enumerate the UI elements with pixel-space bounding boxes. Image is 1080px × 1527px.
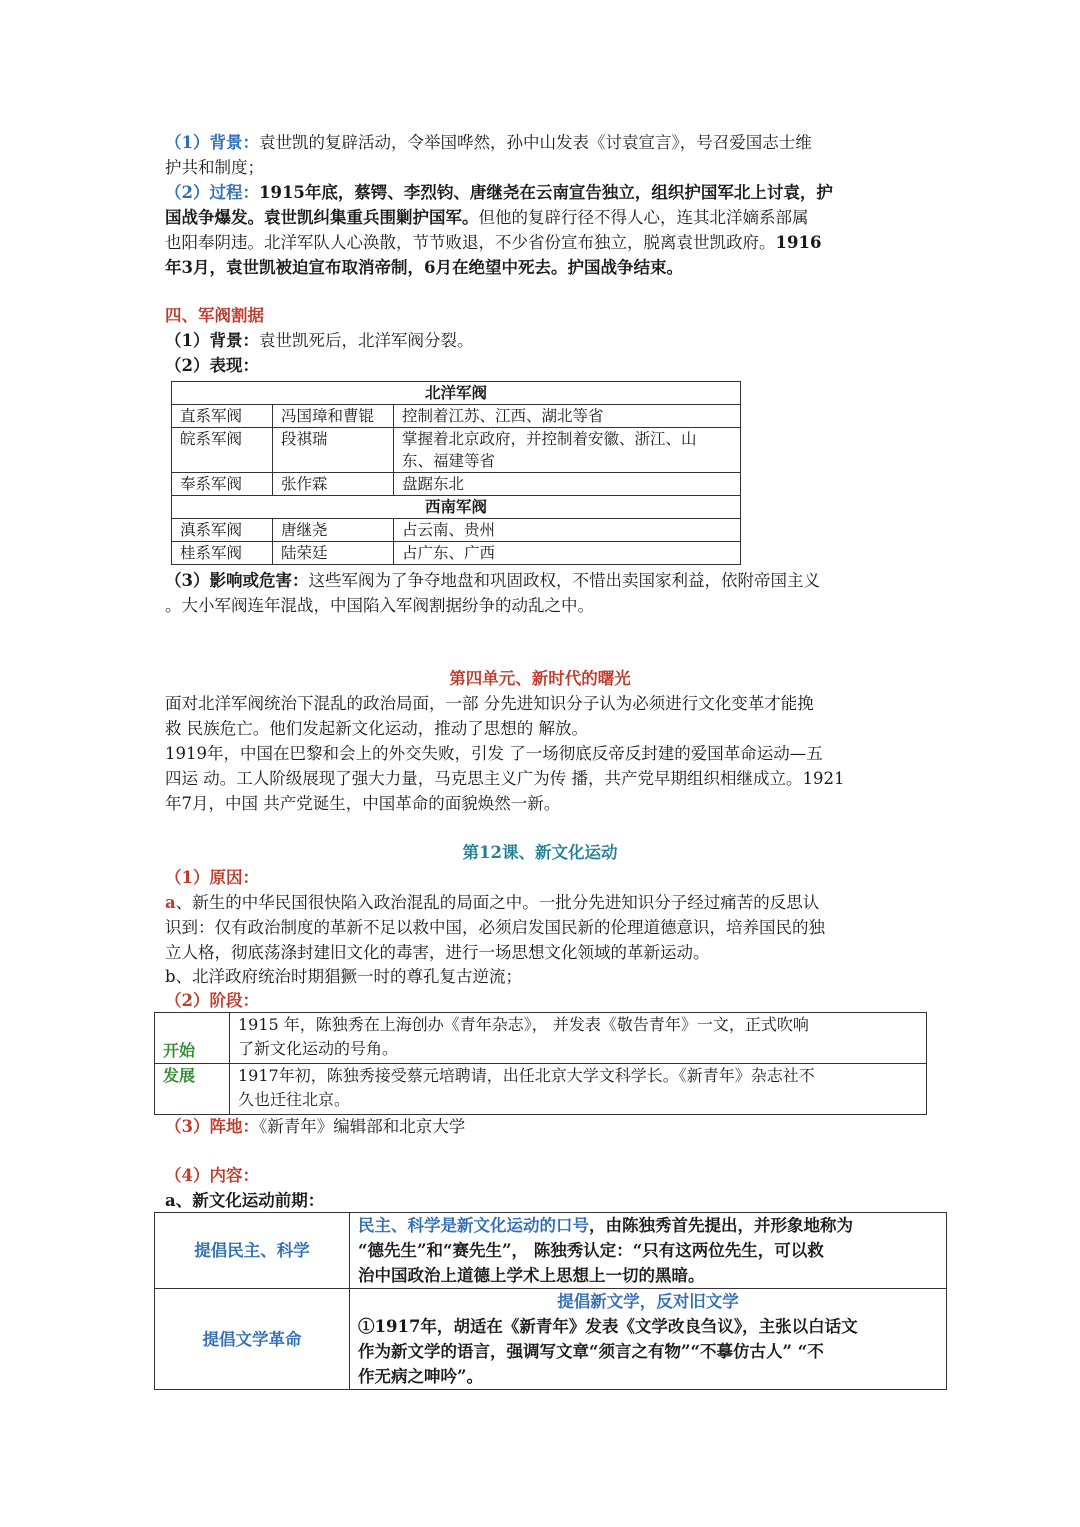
cause-a-line-3: 立人格，彻底荡涤封建旧文化的毒害，进行一场思想文化领域的革新运动。	[165, 943, 710, 962]
leader-cell: 唐继尧	[273, 519, 394, 542]
war-process-text-3a: 也阳奉阴违。北洋军队人心涣散，节节败退，不少省份宣布独立，脱离袁世凯政府。	[165, 233, 776, 252]
unit-intro-line: 救 民族危亡。他们发起新文化运动，推动了思想的 解放。	[165, 719, 588, 738]
south-header: 西南军阀	[172, 496, 741, 519]
cause-a-line	[165, 891, 925, 915]
war-background-label: （1）背景：	[165, 133, 259, 152]
unit-intro-line: 面对北洋军阀统治下混乱的政治局面，一部 分先进知识分子认为必须进行文化变革才能挽	[165, 694, 814, 713]
content-desc-line: 作为新文学的语言，强调写文章“须言之有物”“不摹仿古人” “不	[358, 1342, 824, 1361]
war-background-text: 袁世凯的复辟活动，令举国哗然，孙中山发表《讨袁宣言》，号召爱国志士维	[258, 133, 812, 152]
content-desc-line: 作无病之呻吟”。	[358, 1367, 483, 1386]
warlord-background-line	[165, 329, 925, 353]
leader-cell: 陆荣廷	[273, 542, 394, 565]
war-process-text-2a: 国战争爆发。袁世凯纠集重兵围剿护国军。	[165, 208, 479, 227]
warlord-background-text: 袁世凯死后，北洋军阀分裂。	[258, 331, 474, 350]
table-row	[155, 1013, 927, 1064]
table-row	[155, 1064, 927, 1115]
cause-a-line-2: 识到：仅有政治制度的革新不足以救中国，必须启发国民新的伦理道德意识，培养国民的独	[165, 918, 825, 937]
table-row	[172, 405, 741, 428]
war-process-text-4: 年3月，袁世凯被迫宣布取消帝制，6月在绝望中死去。护国战争结束。	[165, 258, 683, 277]
war-process-text-2b: 但他的复辟行径不得人心，连其北洋嫡系部属	[478, 208, 809, 227]
content-table	[154, 1212, 947, 1390]
faction-cell: 直系军阀	[172, 405, 273, 428]
faction-cell: 皖系军阀	[172, 428, 273, 473]
war-background-line	[165, 131, 925, 155]
faction-cell: 桂系军阀	[172, 542, 273, 565]
cause-b-line: b、北洋政府统治时期猖獗一时的尊孔复古逆流；	[165, 967, 523, 986]
war-process-text: 1915年底，蔡锷、李烈钧、唐继尧在云南宣告独立，组织护国军北上讨袁，护	[258, 183, 833, 202]
table-row	[172, 542, 741, 565]
war-process-line	[165, 181, 925, 205]
warlord-impact-line-2: 。大小军阀连年混战，中国陷入军阀割据纷争的动乱之中。	[165, 596, 594, 615]
stage-label: （2）阶段：	[165, 991, 259, 1010]
warlord-impact-text: 这些军阀为了争夺地盘和巩固政权，不惜出卖国家利益，依附帝国主义	[308, 571, 820, 590]
unit-intro-line: 四运 动。工人阶级展现了强大力量，马克思主义广为传 播，共产党早期组织相继成立。1921	[165, 769, 845, 788]
area-cell: 盘踞东北	[394, 473, 741, 496]
leader-cell: 冯国璋和曹锟	[273, 405, 394, 428]
content-desc-line: “德先生”和“赛先生”， 陈独秀认定：“只有这两位先生，可以救	[358, 1241, 824, 1260]
cause-a-text: 、新生的中华民国很快陷入政治混乱的局面之中。一批分先进知识分子经过痛苦的反思认	[175, 893, 820, 912]
base-line	[165, 1115, 925, 1139]
stage-name: 发展	[155, 1064, 230, 1115]
content-row-side: 提倡文学革命	[155, 1289, 350, 1390]
table-row	[172, 473, 741, 496]
area-cell: 控制着江苏、江西、湖北等省	[394, 405, 741, 428]
war-process-label: （2）过程：	[165, 183, 259, 202]
content-row-desc	[350, 1289, 947, 1390]
leader-cell: 段祺瑞	[273, 428, 394, 473]
unit-title: 第四单元、新时代的曙光	[449, 669, 631, 688]
war-background-line-2	[165, 156, 925, 180]
area-cell: 占云南、贵州	[394, 519, 741, 542]
early-period-label: a、新文化运动前期：	[165, 1191, 325, 1210]
stage-desc	[230, 1064, 927, 1115]
table-row	[172, 428, 741, 473]
base-text: 《新青年》编辑部和北京大学	[258, 1117, 466, 1136]
faction-cell: 滇系军阀	[172, 519, 273, 542]
table-row	[155, 1289, 947, 1390]
warlord-background-label: （1）背景：	[165, 331, 259, 350]
leader-cell: 张作霖	[273, 473, 394, 496]
cause-a-marker: a	[165, 893, 176, 912]
stage-desc-line: 1917年初，陈独秀接受蔡元培聘请，出任北京大学文科学长。《新青年》杂志社不	[238, 1066, 815, 1085]
north-header: 北洋军阀	[172, 382, 741, 405]
war-process-line-3	[165, 231, 925, 255]
warlord-impact-line	[165, 569, 925, 593]
content-row-title: 提倡新文学，反对旧文学	[557, 1292, 739, 1311]
stage-desc-line: 了新文化运动的号角。	[238, 1039, 399, 1058]
content-row-desc	[350, 1213, 947, 1289]
stage-desc-line: 1915 年，陈独秀在上海创办《青年杂志》， 并发表《敬告青年》一文，正式吹响	[238, 1015, 809, 1034]
slogan-highlight: 民主、科学是新文化运动的口号	[358, 1216, 589, 1235]
lesson-title: 第12课、新文化运动	[462, 843, 618, 862]
warlord-performance-label: （2）表现：	[165, 356, 259, 375]
warlord-table	[171, 381, 741, 565]
area-line-1: 掌握着北京政府，并控制着安徽、浙江、山	[402, 430, 697, 448]
war-process-line-2	[165, 206, 925, 230]
base-label: （3）阵地：	[165, 1117, 259, 1136]
section-title-warlords: 四、军阀割据	[165, 306, 264, 325]
unit-intro-line: 年7月，中国 共产党诞生，中国革命的面貌焕然一新。	[165, 794, 561, 813]
stage-table	[154, 1012, 927, 1115]
area-cell	[394, 428, 741, 473]
faction-cell: 奉系军阀	[172, 473, 273, 496]
stage-name: 开始	[155, 1013, 230, 1064]
area-line-2: 东、福建等省	[402, 452, 496, 470]
unit-intro-line: 1919年，中国在巴黎和会上的外交失败，引发 了一场彻底反帝反封建的爱国革命运动—五	[165, 744, 823, 763]
slogan-rest: ，由陈独秀首先提出，并形象地称为	[589, 1216, 853, 1235]
stage-desc-line: 久也迁往北京。	[238, 1090, 351, 1109]
table-row	[172, 519, 741, 542]
table-row	[155, 1213, 947, 1289]
content-row-side: 提倡民主、科学	[155, 1213, 350, 1289]
warlord-impact-label: （3）影响或危害：	[165, 571, 309, 590]
war-process-text-3b: 1916	[775, 233, 822, 252]
content-desc-line: ①1917年，胡适在《新青年》发表《文学改良刍议》，主张以白话文	[358, 1317, 858, 1336]
content-desc-line	[358, 1213, 938, 1238]
area-cell: 占广东、广西	[394, 542, 741, 565]
content-desc-line: 治中国政治上道德上学术上思想上一切的黑暗。	[358, 1266, 705, 1285]
war-background-text-2: 护共和制度；	[165, 158, 264, 177]
stage-desc	[230, 1013, 927, 1064]
war-process-line-4	[165, 256, 925, 280]
content-label: （4）内容：	[165, 1166, 259, 1185]
cause-label: （1）原因：	[165, 868, 259, 887]
